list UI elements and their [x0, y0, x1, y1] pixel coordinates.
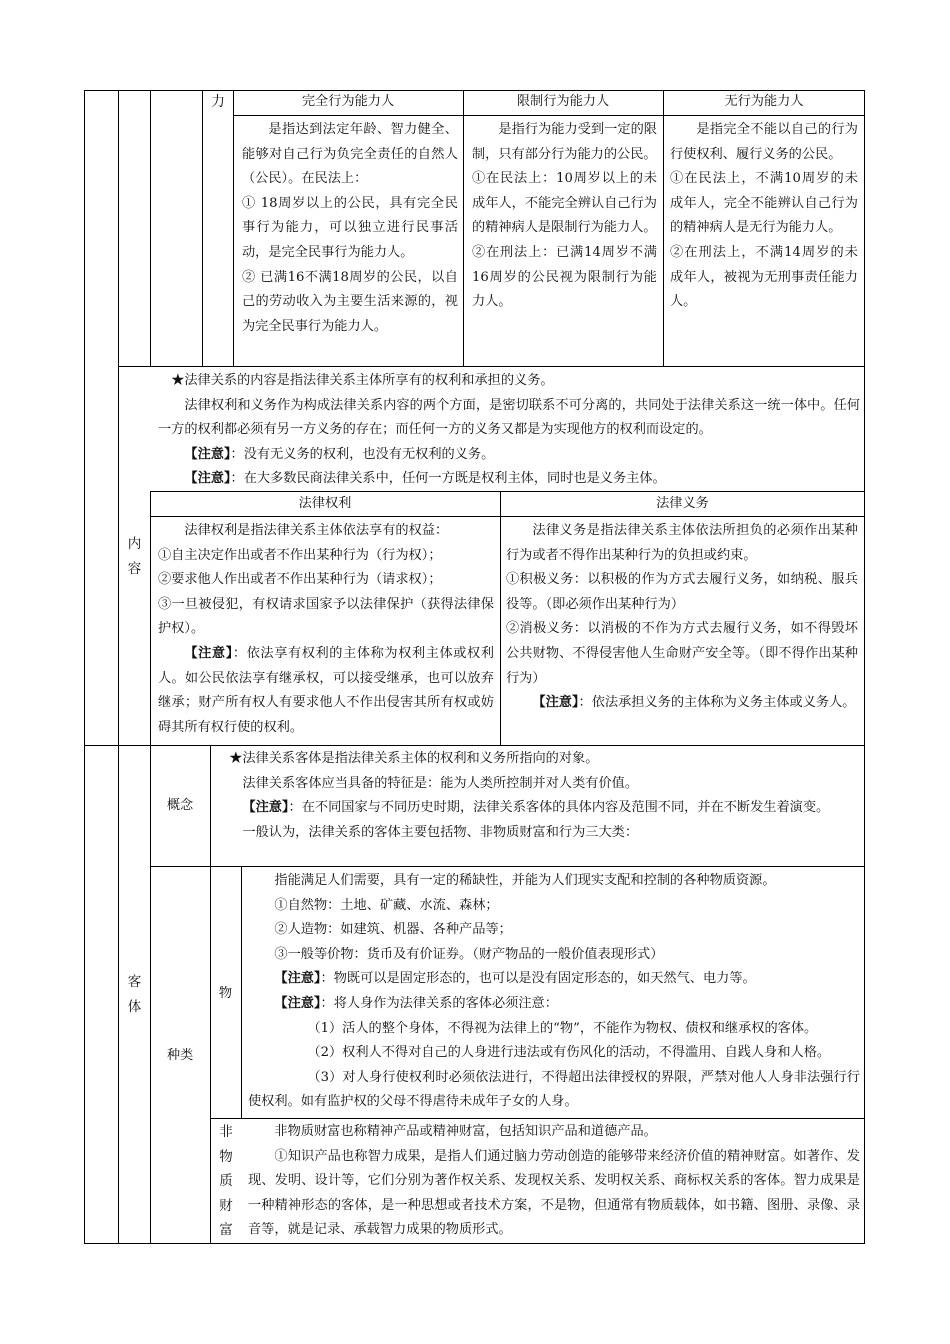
- grid-line: [118, 366, 865, 367]
- content-star-definition: ★法律关系的内容是指法律关系主体所享有的权利和承担的义务。: [171, 373, 554, 388]
- object-label: 客 体: [127, 974, 142, 1015]
- grid-line: [150, 90, 151, 366]
- concept-label: 概念: [166, 798, 194, 813]
- duties-header: 法律义务: [656, 496, 709, 511]
- header-limited-capacity: 限制行为能力人: [516, 94, 610, 109]
- kinds-label: 种类: [166, 1048, 194, 1063]
- grid-line: [241, 866, 242, 1118]
- capacity-side-char: 力: [211, 94, 225, 110]
- grid-line: [233, 90, 234, 366]
- nonmaterial-wealth-text: 非物质财富也称精神产品或精神财富，包括知识产品和道德产品。 ①知识产品也称智力成果，是指人们通过脑力劳动创造的能够带来经济价值的精神财富。如著作、发现、发明、设计等，它们分别为著作权关系、发现权关系、发明权关系、商标权关系的客体。智力成果是一种精神形态的客体，是一种思想或者技术方案，不是物，但通常有物质载体，如书籍、图册、录像、录音等，就是记录、承载智力成果的物质形式。: [248, 1124, 860, 1238]
- content-label: 内 容: [127, 536, 142, 577]
- grid-line: [202, 90, 203, 366]
- rights-text: 法律权利是指法律关系主体依法享有的权益： ①自主决定作出或者不作出某种行为（行为权）； ②要求他人作出或者不作出某种行为（请求权）； ③一旦被侵犯，有权请求国家予以法律保护（获得法律保护权）。 【注意】：依法享有权利的主体称为权利主体或权利人。如公民依法享有继承权，可以接受继承，也可以放弃继承；财产所有权人有要求他人不作出侵害其所有权或妨碍其所有权行使的权利。: [158, 523, 494, 735]
- grid-line: [663, 90, 664, 366]
- grid-line: [118, 90, 119, 1244]
- full-capacity-text: 是指达到法定年龄、智力健全、能够对自己行为负完全责任的自然人（公民）。在民法上： ① 18周岁以上的公民，具有完全民事行为能力，可以独立进行民事活动，是完全民事行为能力人。 ② 已满16不满18周岁的公民，以自己的劳动收入为主要生活来源的，视为完全民事行为能力人。: [242, 122, 458, 334]
- header-full-capacity: 完全行为能力人: [301, 94, 395, 109]
- grid-line: [463, 90, 464, 366]
- no-capacity-text: 是指完全不能以自己的行为行使权利、履行义务的公民。 ①在民法上，不满10周岁的未成年人，完全不能辨认自己行为的精神病人是无行为能力人。 ②在刑法上，不满14周岁的未成年人，被视为无刑事责任能力人。: [670, 122, 858, 310]
- grid-line: [150, 745, 151, 1244]
- thing-text: 指能满足人们需要，具有一定的稀缺性，并能为人们现实支配和控制的各种物质资源。 ①自然物：土地、矿藏、水流、森林； ②人造物：如建筑、机器、各种产品等； ③一般等价物：货币及有价证券。（财产物品的一般价值表现形式） 【注意】：物既可以是固定形态的，也可以是没有固定形态的，如天然气、电力等。 【注意】：将人身作为法律关系的客体必须注意： （1）活人的整个身体，不得视为法律上的“物”，不能作为物权、债权和继承权的客体。 （2）权利人不得对自己的人身进行违法或有伤风化的活动，不得滥用、自践人身和人格。 （3）对人身行使权利时必须依法进行，不得超出法律授权的界限，严禁对他人人身非法强行行使权利。如有监护权的父母不得虐待未成年子女的人身。: [248, 873, 860, 1110]
- content-intro: ★法律关系的内容是指法律关系主体所享有的权利和承担的义务。 法律权利和义务作为构成法律关系内容的两个方面，是密切联系不可分离的，共同处于法律关系这一统一体中。任何一方的权利都必须有另一方义务的存在；而任何一方的义务又都是为实现他方的权利而设定的。 【注意】：没有无义务的权利，也没有无权利的义务。 【注意】：在大多数民商法律关系中，任何一方既是权利主体，同时也是义务主体。: [158, 369, 860, 492]
- grid-line: [500, 491, 501, 745]
- limited-capacity-text: 是指行为能力受到一定的限制，只有部分行为能力的公民。 ①在民法上：10周岁以上的未成年人，不能完全辨认自己行为的精神病人是限制行为能力人。 ②在刑法上：已满14周岁不满16周岁的公民视为限制行为能力人。: [472, 122, 657, 310]
- grid-line: [150, 491, 151, 745]
- header-no-capacity: 无行为能力人: [724, 94, 804, 109]
- thing-label: 物: [218, 986, 233, 1001]
- duties-text: 法律义务是指法律关系主体依法所担负的必须作出某种行为或者不得作出某种行为的负担或约束。 ①积极义务：以积极的作为方式去履行义务，如纳税、服兵役等。（即必须作出某种行为） ②消极义务：以消极的不作为方式去履行义务，如不得毁坏公共财物、不得侵害他人生命财产安全等。（即不得作出某种行为） 【注意】：依法承担义务的主体称为义务主体或义务人。: [506, 523, 858, 711]
- grid-line: [233, 115, 865, 116]
- nonmaterial-wealth-label: 非 物 质 财 富: [219, 1124, 233, 1239]
- grid-line: [210, 1118, 865, 1119]
- concept-text: ★法律关系客体是指法律关系主体的权利和义务所指向的对象。 法律关系客体应当具备的特征是：能为人类所控制并对人类有价值。 【注意】：在不同国家与不同历史时期，法律关系客体的具体内容及范围不同，并在不断发生着演变。 一般认为，法律关系的客体主要包括物、非物质财富和行为三大类：: [229, 751, 830, 840]
- grid-line: [84, 745, 865, 746]
- rights-header: 法律权利: [298, 496, 352, 511]
- grid-line: [150, 866, 865, 867]
